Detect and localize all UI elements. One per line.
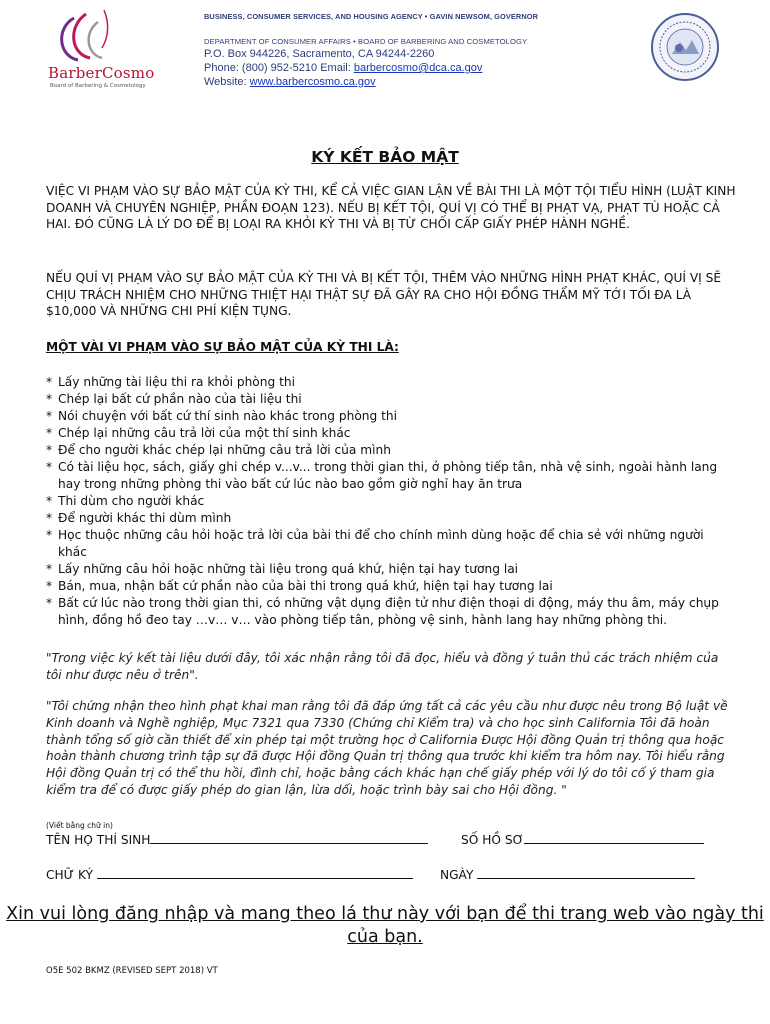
- website-label: Website:: [204, 76, 250, 88]
- signature-field-row: [46, 866, 413, 882]
- closing-instruction: Xin vui lòng đăng nhập và mang theo lá thư này với bạn để thi trang web vào ngày thi của bạn.: [6, 904, 764, 947]
- list-item: * Để cho người khác chép lại những câu trả lời của mình: [46, 442, 736, 459]
- violations-heading: MỘT VÀI VI PHẠM VÀO SỰ BẢO MẬT CỦA KỲ THI LÀ:: [46, 340, 399, 354]
- acknowledgment-quote: "Trong việc ký kết tài liệu dưới đây, tôi xác nhận rằng tôi đã đọc, hiểu và đồng ý tuân thủ các trách nhiệm của tôi như được nêu ở trên".: [46, 651, 719, 682]
- list-item: * Học thuộc những câu hỏi hoặc trả lời của bài thi để cho chính mình dùng hoặc để chia sẻ với những người khác: [46, 527, 736, 561]
- signature-label: CHỮ KÝ: [46, 868, 94, 882]
- warning-paragraph: VIỆC VI PHẠM VÀO SỰ BẢO MẬT CỦA KỲ THI, KỂ CẢ VIỆC GIAN LẬN VỀ BÀI THI LÀ MỘT TỘI TIỂU HÌNH (LUẬT KINH DOANH VÀ CHUYÊN NGHIỆP, PHẦN ĐOẠN 123). NẾU BỊ KẾT TỘI, QUÍ VỊ CÓ THỂ BỊ PHẠT VẠ, PHẠT TÙ HOẶC CẢ HAI. ĐÓ CŨNG LÀ LÝ DO ĐỂ BỊ LOẠI RA KHỎI KỲ THI VÀ BỊ TỪ CHỐI CẤP GIẤY PHÉP HÀNH NGHỀ.: [46, 184, 736, 231]
- date-field-row: [440, 866, 695, 882]
- list-item: * Bất cứ lúc nào trong thời gian thi, có những vật dụng điện tử như điện thoại di động, máy thu âm, máy chụp hình, đồng hồ đeo tay …v… v… vào phòng tiếp tân, phòng vệ sinh, hành lang hay những phòng thi.: [46, 595, 736, 629]
- list-item: * Thi dùm cho người khác: [46, 493, 736, 510]
- print-note: (Viết bằng chữ in): [46, 821, 113, 830]
- document-title: KÝ KẾT BẢO MẬT: [311, 148, 459, 166]
- logo-text: BarberCosmo: [48, 64, 155, 82]
- website-link[interactable]: www.barbercosmo.ca.gov: [249, 76, 376, 88]
- violations-list: [46, 374, 736, 629]
- name-field-row: [46, 831, 428, 847]
- date-field[interactable]: [477, 866, 695, 879]
- name-field[interactable]: [150, 831, 428, 844]
- email-link[interactable]: barbercosmo@dca.ca.gov: [353, 62, 483, 74]
- signature-field[interactable]: [97, 866, 413, 879]
- list-item: * Lấy những tài liệu thi ra khỏi phòng thi: [46, 374, 736, 391]
- file-number-field[interactable]: [524, 831, 704, 844]
- list-item: * Lấy những câu hỏi hoặc những tài liệu trong quá khứ, hiện tại hay tương lai: [46, 561, 736, 578]
- list-item: * Có tài liệu học, sách, giấy ghi chép v...v... trong thời gian thi, ở phòng tiếp tân, nhà vệ sinh, ngoài hành lang hay trong những phòng thi vào bất cứ lúc nào bao gồm giờ nghỉ hay ăn trưa: [46, 459, 736, 493]
- form-code: O5E 502 BKMZ (REVISED SEPT 2018) VT: [46, 966, 218, 976]
- certification-quote: "Tôi chứng nhận theo hình phạt khai man rằng tôi đã đáp ứng tất cả các yêu cầu như được nêu trong Bộ luật về Kinh doanh và Nghề nghiệp, Mục 7321 qua 7330 (Chứng chỉ Kiểm tra) và cho học sinh California Tôi đã hoàn thành tổng số giờ cần thiết để xin phép tại một trường học ở California Được Hội đồng Quản trị thông qua hoặc hoàn thành chương trình tập sự đã được Hội đồng Quản trị thông qua trước khi kiểm tra hôm nay. Tôi hiểu rằng Hội đồng Quản trị có thể thu hồi, đình chỉ, hoặc bằng cách khác hạn chế giấy phép với lý do tôi cố ý tham gia kiểm tra để có được giấy phép do gian lận, lừa dối, hoặc trình bày sai cho Hội đồng. ": [46, 699, 728, 797]
- list-item: * Chép lại bất cứ phần nào của tài liệu thi: [46, 391, 736, 408]
- department-line: DEPARTMENT OF CONSUMER AFFAIRS • BOARD OF BARBERING AND COSMETOLOGY: [204, 37, 528, 46]
- list-item: * Để người khác thi dùm mình: [46, 510, 736, 527]
- contact-line: [204, 62, 482, 74]
- logo-subtext: Board of Barbering & Cosmetology: [50, 83, 146, 89]
- website-line: [204, 76, 376, 88]
- name-label: TÊN HỌ THÍ SINH: [46, 833, 151, 847]
- list-item: * Nói chuyện với bất cứ thí sinh nào khác trong phòng thi: [46, 408, 736, 425]
- list-item: * Chép lại những câu trả lời của một thí sinh khác: [46, 425, 736, 442]
- state-seal-icon: [650, 12, 720, 82]
- date-label: NGÀY: [440, 868, 474, 882]
- liability-paragraph: NẾU QUÍ VỊ PHẠM VÀO SỰ BẢO MẬT CỦA KỲ THI VÀ BỊ KẾT TỘI, THÊM VÀO NHỮNG HÌNH PHẠT KHÁC, QUÍ VỊ SẼ CHỊU TRÁCH NHIỆM CHO NHỮNG THIỆT HẠI THẬT SỰ ĐÃ GÂY RA CHO HỘI ĐỒNG THẨM MỸ TỚI TỐI ĐA LÀ $10,000 VÀ NHỮNG CHI PHÍ KIỆN TỤNG.: [46, 271, 722, 318]
- file-number-label: SỐ HỒ SƠ: [461, 833, 524, 847]
- phone-text: Phone: (800) 952-5210 Email:: [204, 62, 354, 74]
- file-field-row: [461, 831, 704, 847]
- list-item: * Bán, mua, nhận bất cứ phần nào của bài thi trong quá khứ, hiện tại hay tương lai: [46, 578, 736, 595]
- address-line: P.O. Box 944226, Sacramento, CA 94244-2260: [204, 48, 435, 60]
- agency-line: BUSINESS, CONSUMER SERVICES, AND HOUSING AGENCY • GAVIN NEWSOM, GOVERNOR: [204, 12, 539, 21]
